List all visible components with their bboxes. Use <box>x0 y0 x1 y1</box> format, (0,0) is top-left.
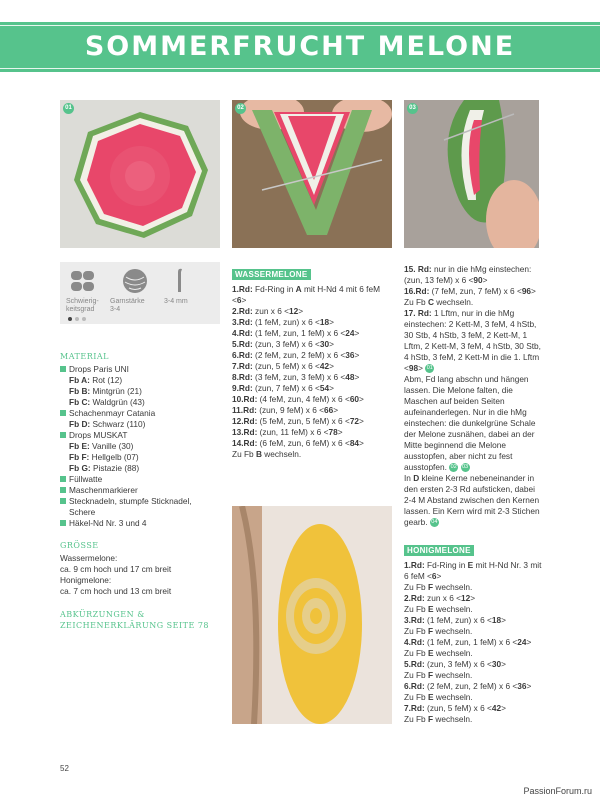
info-box <box>60 262 220 324</box>
material-item <box>60 496 220 507</box>
material-item-text: Füllwatte <box>69 474 103 484</box>
material-item-text: Schachenmayr Catania <box>69 408 156 418</box>
size-line: ca. 9 cm hoch und 17 cm breit <box>60 564 172 574</box>
material-heading: MATERIAL <box>60 352 109 361</box>
instruction-line: 3.Rd: (1 feM, zun) x 6 <18> <box>404 615 506 625</box>
honigmelone-tag: HONIGMELONE <box>404 545 474 556</box>
material-item-text: Maschenmarkierer <box>69 485 138 495</box>
photo-honigmelone <box>232 506 392 724</box>
material-item-text: Häkel-Nd Nr. 3 und 4 <box>69 518 147 528</box>
photo-step-02 <box>232 100 392 248</box>
wassermelone-tag: WASSERMELONE <box>232 269 311 280</box>
right-column <box>404 264 544 725</box>
abbr-heading: ABKÜRZUNGEN & ZEICHENERKLÄRUNG SEITE 78 <box>60 610 210 630</box>
instruction-line: Zu Fb F wechseln. <box>404 670 473 680</box>
material-item <box>60 485 220 496</box>
size-heading: GRÖSSE <box>60 541 99 550</box>
material-item-text: Stecknadeln, stumpfe Sticknadel, <box>69 496 192 506</box>
instruction-line: 1.Rd: Fd-Ring in E mit H-Nd Nr. 3 mit 6 feM <6> <box>404 560 542 581</box>
honigmelone-section <box>404 540 544 725</box>
instruction-line: Zu Fb C wechseln. <box>404 297 474 307</box>
instruction-line: 4.Rd: (1 feM, zun, 1 feM) x 6 <24> <box>404 637 532 647</box>
bullet-square <box>60 476 66 482</box>
size-line: Wassermelone: <box>60 553 118 563</box>
instruction-line: Abm, Fd lang abschn und hängen lassen. Die Melone falten, die Maschen auf beiden Seiten aufeinanderlegen. Nur in die hMg einstechen: die dunkelgrüne Schale der Melone zusnähen, dabei an der Mitte beginnend die Melone ausstopfen, aber nicht zu fest ausstopfen. 02 03 <box>404 374 536 472</box>
instruction-line: 7.Rd: (zun, 5 feM) x 6 <42> <box>404 703 506 713</box>
yarn-weight-icon <box>122 268 148 299</box>
material-sub-item: Fb B: Mintgrün (21) <box>69 386 142 396</box>
photo-step-01 <box>60 100 220 248</box>
instruction-line: 8.Rd: (3 feM, zun, 3 feM) x 6 <48> <box>232 372 360 382</box>
watermark: PassionForum.ru <box>523 786 592 796</box>
instruction-line: 4.Rd: (1 feM, zun, 1 feM) x 6 <24> <box>232 328 360 338</box>
step-badge: 03 <box>407 103 418 114</box>
instruction-line: 2.Rd: zun x 6 <12> <box>404 593 476 603</box>
instruction-line: 16.Rd: (7 feM, zun, 7 feM) x 6 <96> <box>404 286 536 296</box>
material-sub-item: Fb D: Schwarz (110) <box>69 419 146 429</box>
instruction-line: Zu Fb E wechseln. <box>404 692 473 702</box>
size-line: ca. 7 cm hoch und 13 cm breit <box>60 586 172 596</box>
material-sub-item: Fb A: Rot (12) <box>69 375 123 385</box>
size-line: Honigmelone: <box>60 575 112 585</box>
material-item-cont: Schere <box>69 507 96 517</box>
crochet-hook-icon <box>172 268 186 299</box>
yarn-weight-label: Garnstärke 3-4 <box>110 298 145 313</box>
instruction-line: Zu Fb E wechseln. <box>404 604 473 614</box>
wassermelone-instructions <box>232 284 394 460</box>
bullet-square <box>60 366 66 372</box>
material-item <box>60 518 220 529</box>
honigmelone-instructions <box>404 560 544 725</box>
size-list <box>60 553 220 597</box>
material-item <box>60 430 220 441</box>
difficulty-label: Schwierig- keitsgrad <box>66 298 99 313</box>
instruction-line: In D kleine Kerne nebeneinander in den ersten 2-3 Rd aufsticken, dabei 2-4 M Abstand zwischen den Kernen lassen. Ein Kern wird mit 2-3 Stichen gearb. 04 <box>404 473 540 527</box>
difficulty-rating <box>68 317 86 321</box>
bullet-square <box>60 498 66 504</box>
yarn-ball-icon <box>70 268 96 299</box>
title-banner <box>0 22 600 72</box>
instruction-line: 1.Rd: Fd-Ring in A mit H-Nd 4 mit 6 feM <6> <box>232 284 381 305</box>
instruction-line: Zu Fb F wechseln. <box>404 626 473 636</box>
instruction-line: 13.Rd: (zun, 11 feM) x 6 <78> <box>232 427 343 437</box>
step-badge: 01 <box>63 103 74 114</box>
instruction-line: Zu Fb F wechseln. <box>404 582 473 592</box>
page-title: SOMMERFRUCHT MELONE <box>84 31 516 62</box>
material-sub-item: Fb F: Hellgelb (07) <box>69 452 139 462</box>
instruction-line: 7.Rd: (zun, 5 feM) x 6 <42> <box>232 361 334 371</box>
photo-step-03 <box>404 100 539 248</box>
material-list <box>60 364 220 529</box>
instruction-line: 17. Rd: 1 Lftm, nur in die hMg einstechen: 2 Kett-M, 3 feM, 4 hStb, 30 Stb, 4 hStb, 3 feM, 2 Kett-M, 1 Lftm, 2 Kett-M, 3 feM, 4 hStb, 30 Stb, 4 hStb, 3 feM, 2 Kett-M in die 1. Lftm <98> 01 <box>404 308 541 373</box>
bullet-square <box>60 487 66 493</box>
material-sub-item: Fb E: Vanille (30) <box>69 441 134 451</box>
instruction-line: 9.Rd: (zun, 7 feM) x 6 <54> <box>232 383 334 393</box>
instruction-line: 15. Rd: nur in die hMg einstechen: (zun, 13 feM) x 6 <90> <box>404 264 532 285</box>
instruction-line: 2.Rd: zun x 6 <12> <box>232 306 304 316</box>
instruction-line: 6.Rd: (2 feM, zun, 2 feM) x 6 <36> <box>232 350 360 360</box>
bullet-square <box>60 432 66 438</box>
instruction-line: 11.Rd: (zun, 9 feM) x 6 <66> <box>232 405 339 415</box>
instruction-line: 6.Rd: (2 feM, zun, 2 feM) x 6 <36> <box>404 681 532 691</box>
bullet-square <box>60 520 66 526</box>
instruction-line: Zu Fb E wechseln. <box>404 648 473 658</box>
instruction-line: 5.Rd: (zun, 3 feM) x 6 <30> <box>404 659 506 669</box>
material-item-text: Drops MUSKAT <box>69 430 128 440</box>
instruction-line: 14.Rd: (6 feM, zun, 6 feM) x 6 <84> <box>232 438 364 448</box>
left-column <box>60 352 220 631</box>
instruction-line: Zu Fb B wechseln. <box>232 449 302 459</box>
material-item <box>60 408 220 419</box>
hook-size-label: 3-4 mm <box>164 298 188 305</box>
wassermelone-section <box>232 264 394 460</box>
material-item <box>60 474 220 485</box>
instruction-line: 5.Rd: (zun, 3 feM) x 6 <30> <box>232 339 334 349</box>
page-number: 52 <box>60 764 69 773</box>
instruction-line: 12.Rd: (5 feM, zun, 5 feM) x 6 <72> <box>232 416 364 426</box>
material-item-text: Drops Paris UNI <box>69 364 129 374</box>
wassermelone-continued <box>404 264 544 528</box>
instruction-line: 10.Rd: (4 feM, zun, 4 feM) x 6 <60> <box>232 394 364 404</box>
material-item <box>60 364 220 375</box>
material-sub-item: Fb C: Waldgrün (43) <box>69 397 145 407</box>
bullet-square <box>60 410 66 416</box>
instruction-line: Zu Fb F wechseln. <box>404 714 473 724</box>
material-sub-item: Fb G: Pistazie (88) <box>69 463 140 473</box>
step-badge: 02 <box>235 103 246 114</box>
instruction-line: 3.Rd: (1 feM, zun) x 6 <18> <box>232 317 334 327</box>
